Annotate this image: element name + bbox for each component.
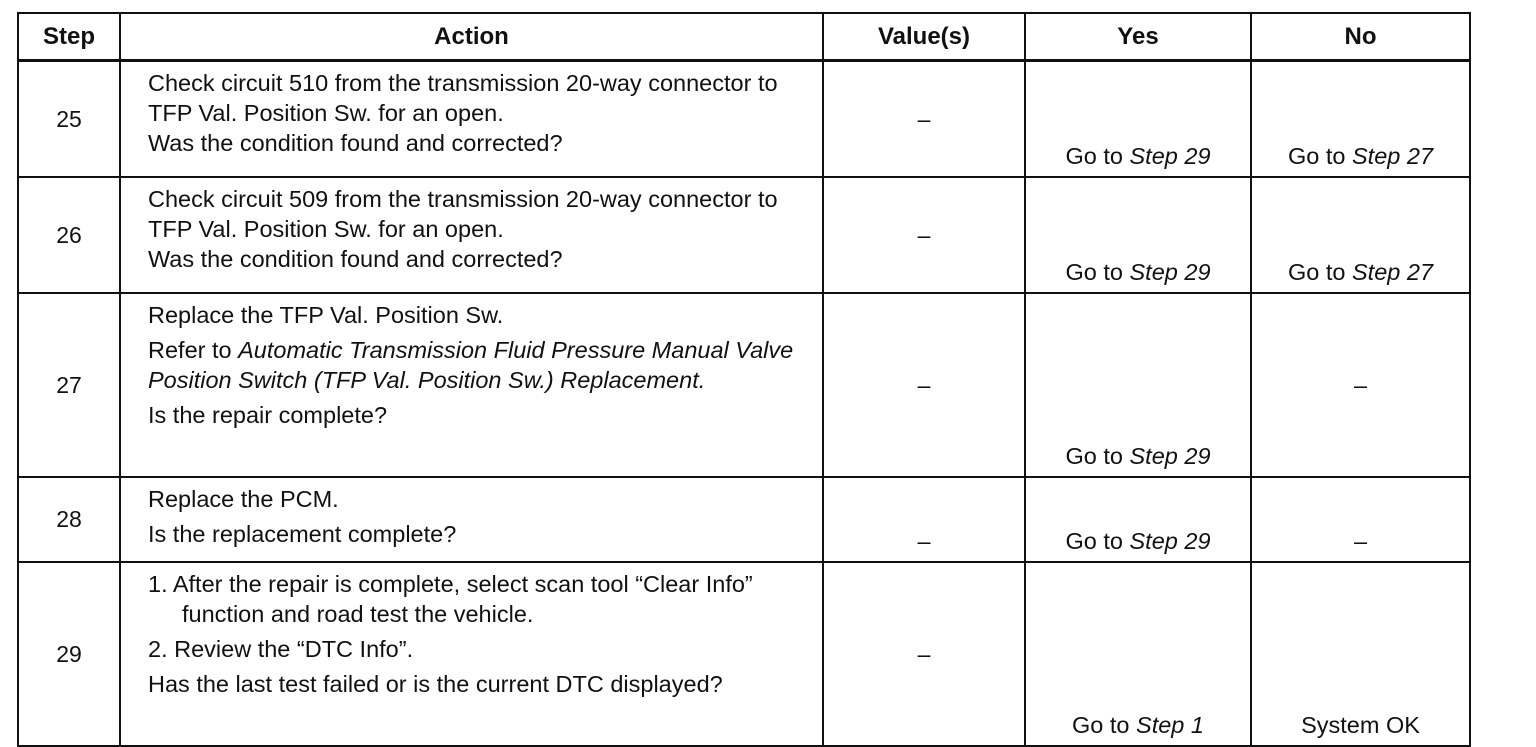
header-step: Step	[18, 13, 120, 61]
reference-prefix: Refer to	[148, 337, 239, 363]
step-number: 25	[18, 61, 120, 178]
yes-cell	[1025, 293, 1251, 477]
action-steps-list	[148, 569, 814, 664]
step-number: 28	[18, 477, 120, 562]
yes-prefix: Go to	[1065, 443, 1130, 469]
yes-step-ref: Step 1	[1136, 712, 1204, 738]
yes-step-ref: Step 29	[1129, 443, 1211, 469]
no-step-ref: Step 27	[1352, 259, 1434, 285]
yes-cell	[1025, 562, 1251, 746]
table-row	[18, 477, 1470, 562]
action-question: Is the repair complete?	[148, 402, 388, 428]
yes-prefix: Go to	[1072, 712, 1137, 738]
yes-prefix: Go to	[1065, 143, 1130, 169]
step-number: 29	[18, 562, 120, 746]
header-no: No	[1251, 13, 1470, 61]
yes-step-ref: Step 29	[1129, 143, 1211, 169]
yes-prefix: Go to	[1065, 259, 1130, 285]
table-row	[18, 177, 1470, 293]
yes-cell	[1025, 177, 1251, 293]
action-cell	[120, 477, 823, 562]
action-cell	[120, 177, 823, 293]
list-item: 1. After the repair is complete, select scan tool “Clear Info” function and road test the vehicle.	[148, 571, 753, 627]
header-values: Value(s)	[823, 13, 1025, 61]
diagnostic-table	[17, 12, 1471, 747]
action-cell	[120, 562, 823, 746]
no-prefix: Go to	[1287, 259, 1352, 285]
yes-step-ref: Step 29	[1129, 528, 1211, 554]
value-cell: –	[823, 293, 1025, 477]
yes-prefix: Go to	[1065, 528, 1130, 554]
no-cell: –	[1251, 293, 1470, 477]
header-action: Action	[120, 13, 823, 61]
table-row	[18, 293, 1470, 477]
no-prefix: Go to	[1287, 143, 1352, 169]
step-number: 27	[18, 293, 120, 477]
yes-step-ref: Step 29	[1129, 259, 1211, 285]
reference-title: Automatic Transmission Fluid Pressure Manual Valve Position Switch (TFP Val. Position Sw.) Replacement	[148, 337, 794, 393]
action-text: Replace the TFP Val. Position Sw.	[148, 302, 504, 328]
no-step-ref: Step 27	[1352, 143, 1434, 169]
list-item: 2. Review the “DTC Info”.	[148, 636, 414, 662]
action-reference	[148, 335, 814, 395]
action-text: Replace the PCM.	[148, 486, 339, 512]
value-cell: –	[823, 177, 1025, 293]
value-cell: –	[823, 61, 1025, 178]
no-cell	[1251, 177, 1470, 293]
table-row	[18, 562, 1470, 746]
header-yes: Yes	[1025, 13, 1251, 61]
table-row	[18, 61, 1470, 178]
no-cell: System OK	[1251, 562, 1470, 746]
action-cell	[120, 61, 823, 178]
action-question: Was the condition found and corrected?	[148, 130, 563, 156]
action-text: Check circuit 510 from the transmission 20-way connector to TFP Val. Position Sw. for an open.	[148, 70, 778, 126]
reference-suffix: .	[698, 367, 706, 393]
action-question: Is the replacement complete?	[148, 521, 457, 547]
action-cell	[120, 293, 823, 477]
yes-cell	[1025, 61, 1251, 178]
value-cell: –	[823, 477, 1025, 562]
yes-cell	[1025, 477, 1251, 562]
action-question: Was the condition found and corrected?	[148, 246, 563, 272]
action-question: Has the last test failed or is the current DTC displayed?	[148, 671, 723, 697]
value-cell: –	[823, 562, 1025, 746]
no-cell: –	[1251, 477, 1470, 562]
action-text: Check circuit 509 from the transmission 20-way connector to TFP Val. Position Sw. for an open.	[148, 186, 778, 242]
header-row	[18, 13, 1470, 61]
no-cell	[1251, 61, 1470, 178]
step-number: 26	[18, 177, 120, 293]
